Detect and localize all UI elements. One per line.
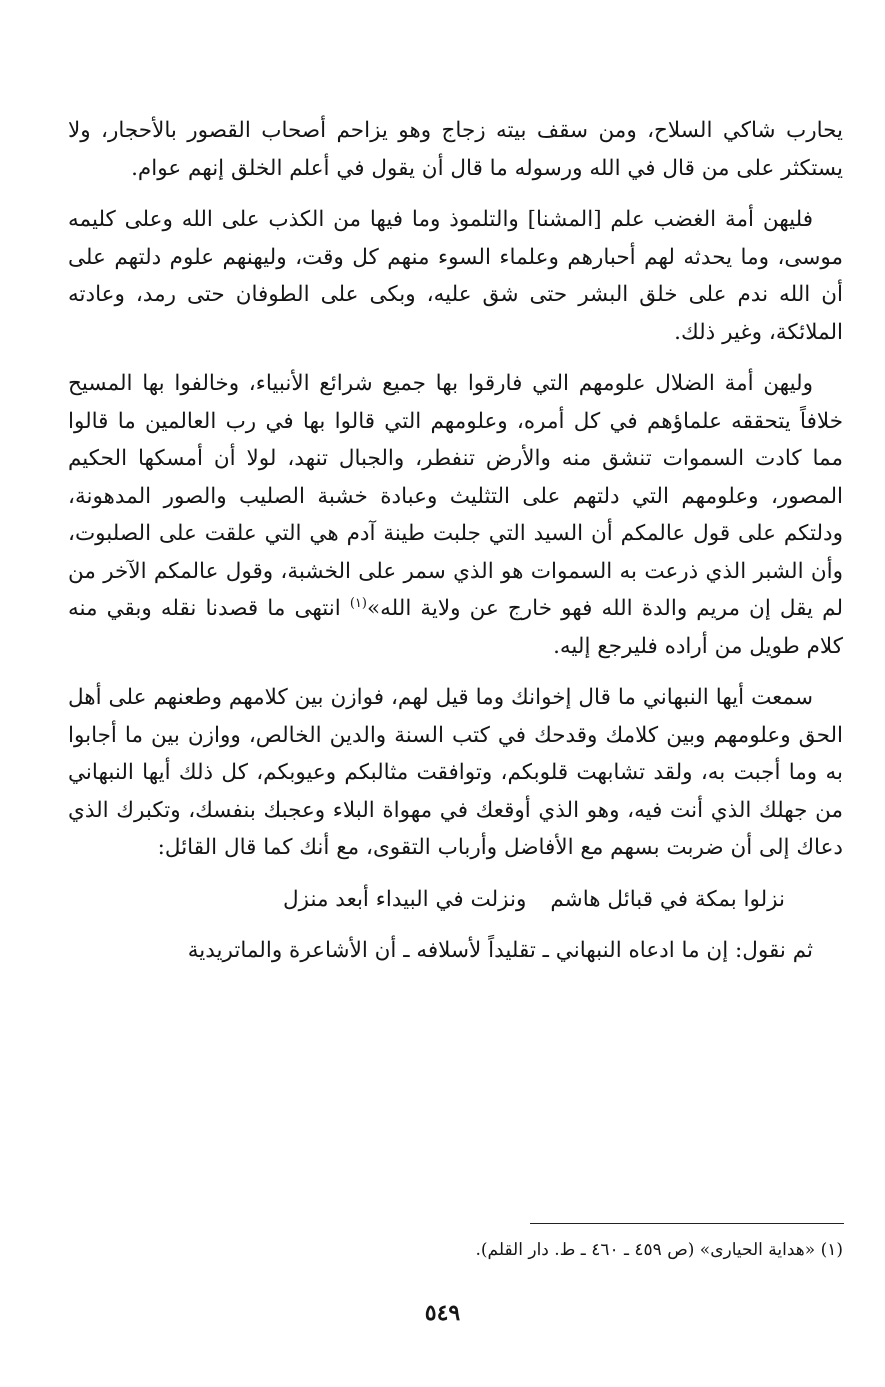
closing-paragraph-text: ثم نقول: إن ما ادعاه النبهاني ـ تقليداً لأسلافه ـ أن الأشاعرة والماتريدية (187, 938, 813, 963)
footnote-reference-mark[interactable]: (١) (349, 595, 367, 611)
footnote-text: «هداية الحيارى» (ص ٤٥٩ ـ ٤٦٠ ـ ط. دار القلم). (475, 1240, 816, 1260)
paragraph-3-text: وليهن أمة الضلال علومهم التي فارقوا بها جميع شرائع الأنبياء، وخالفوا بها المسيح خلافاً يتحققه علماؤهم في كل أمره، وعلومهم التي قالوا بها في رب العالمين ما قالوا مما كادت السموات تنشق منه والأرض تنفطر، والجبال تنهد، لولا أن أمسكها الحكيم المصور، وعلومهم التي دلتهم على التثليث وعبادة خشبة الصليب والصور المدهونة، ودلتكم على قول عالمكم أن السيد التي جلبت طينة آدم هي التي علقت على الصلبوت، وأن الشبر الذي ذرعت به السموات هو الذي سمر على الخشبة، وقول عالمكم الآخر من لم يقل إن مريم والدة الله فهو خارج عن ولاية الله» (68, 371, 843, 621)
paragraph-4-text: سمعت أيها النبهاني ما قال إخوانك وما قيل لهم، فوازن بين كلامهم وطعنهم على أهل الحق وعلومهم وبين كلامك وقدحك في كتب السنة والدين الخالص، ووازن بين ما أجابوا به وما أجبت به، ولقد تشابهت قلوبكم، وتوافقت مثالبكم وعيوبكم، كل ذلك أيها النبهاني من جهلك الذي أنت فيه، وهو الذي أوقعك في مهواة البلاء وعجبك بنفسك، وتكبرك الذي دعاك إلى أن ضربت بسهم مع الأفاضل وأرباب التقوى، مع أنك كما قال القائل: (68, 685, 843, 860)
paragraph-2 (68, 201, 843, 351)
paragraph-3 (68, 365, 843, 665)
footnote-separator (530, 1223, 844, 1224)
poetry-verse (68, 881, 843, 919)
verse-first-hemistich: نزلوا بمكة في قبائل هاشم (550, 886, 785, 912)
page-number: ٥٤٩ (424, 1300, 461, 1326)
paragraph-4 (68, 679, 843, 867)
paragraph-3-text-after: انتهى ما قصدنا نقله وبقي منه كلام طويل من أراده فليرجع إليه. (68, 596, 843, 659)
paragraph-2-text: فليهن أمة الغضب علم [المشنا] والتلموذ وما فيها من الكذب على الله وعلى كليمه موسى، وما يحدثه لهم أحبارهم وعلماء السوء منهم كل وقت، وليهنهم علوم دلتهم على أن الله ندم على خلق البشر حتى شق عليه، وبكى على الطوفان حتى رمد، وعادته الملائكة، وغير ذلك. (68, 207, 843, 345)
verse-second-hemistich: ونزلت في البيداء أبعد منزل (282, 886, 527, 912)
paragraph-1 (68, 112, 843, 187)
footnote-number: (١) (820, 1240, 843, 1260)
footnote (68, 1236, 843, 1264)
paragraph-1-text: يحارب شاكي السلاح، ومن سقف بيته زجاج وهو يزاحم أصحاب القصور بالأحجار، ولا يستكثر على من قال في الله ورسوله ما قال أن يقول في أعلم الخلق إنهم عوام. (68, 118, 843, 181)
main-text (68, 112, 843, 984)
closing-paragraph (68, 932, 843, 970)
